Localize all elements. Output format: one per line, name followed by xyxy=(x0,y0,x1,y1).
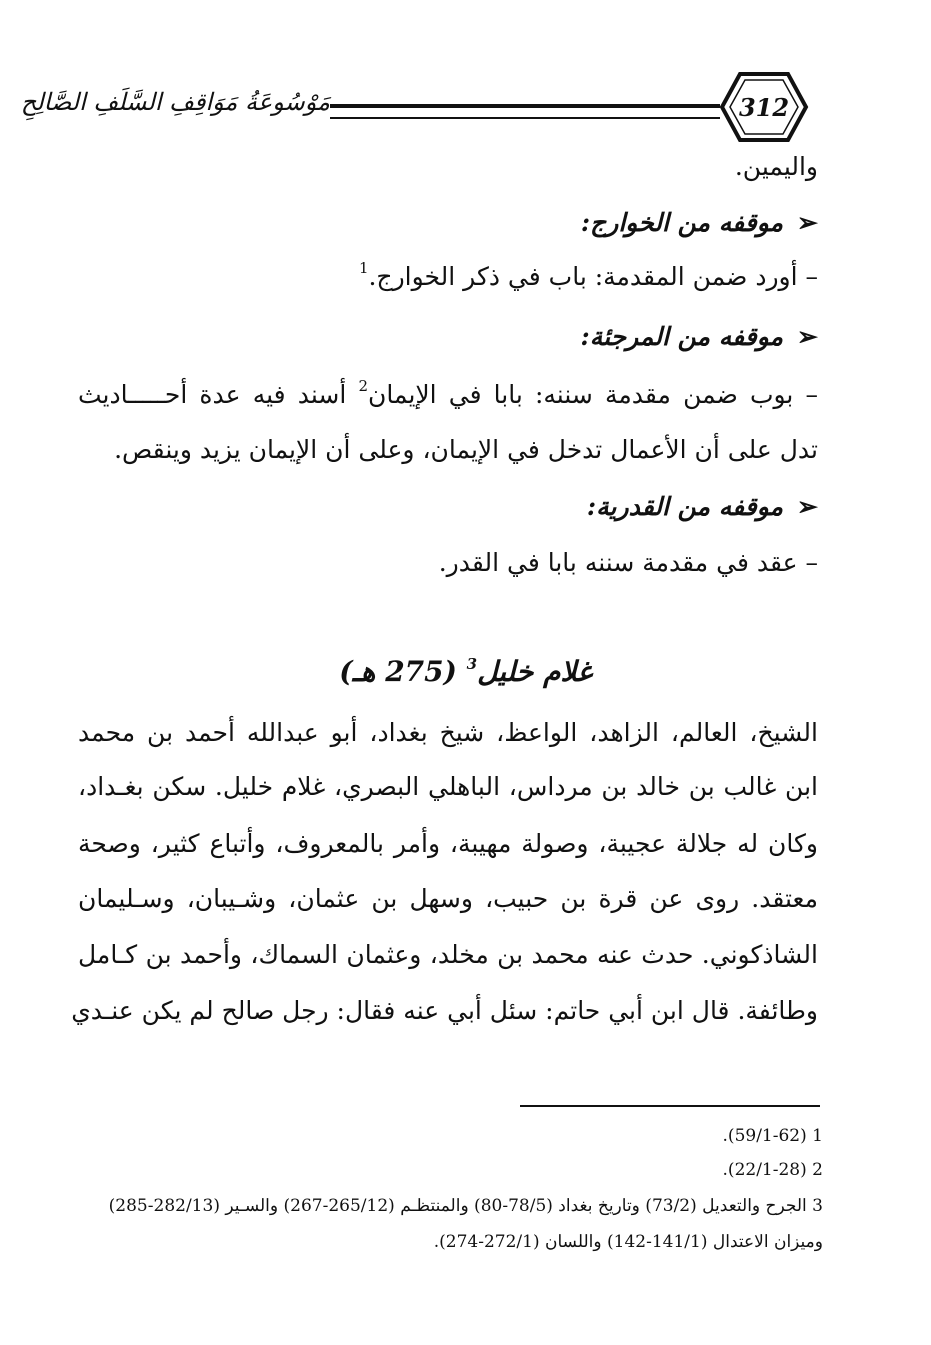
arrow-bullet-icon: ➢ xyxy=(797,492,818,521)
section-heading-khawarij xyxy=(78,208,818,237)
footnote-ref: 3 xyxy=(466,655,478,673)
paragraph-text: – أورد ضمن المقدمة: باب في ذكر الخوارج. xyxy=(368,262,818,291)
header-rule xyxy=(330,104,720,119)
khawarij-paragraph xyxy=(78,259,818,291)
bio-line: وطائفة. قال ابن أبي حاتم: سئل أبي عنه فقال: رجل صالح لم يكن عنـدي xyxy=(71,996,818,1025)
page-header xyxy=(20,70,820,150)
biography-year: (275 هـ) xyxy=(339,655,457,688)
bio-line: وكان له جلالة عجيبة، وصولة مهيبة، وأمر بالمعروف، وأتباع كثير، وصحة xyxy=(78,829,818,858)
bio-line: ابن غالب بن خالد بن مرداس، الباهلي البصري، غلام خليل. سكن بغـداد، xyxy=(78,772,818,801)
paragraph-text: أسند فيه عدة أحـــــاديث xyxy=(78,380,347,409)
text-line: واليمين. xyxy=(734,152,818,181)
arrow-bullet-icon: ➢ xyxy=(797,322,818,351)
biography-name: غلام خليل xyxy=(477,655,592,688)
page-number-badge xyxy=(718,70,810,144)
section-heading-qadariya xyxy=(78,492,818,521)
bio-line: الشاذكوني. حدث عنه محمد بن مخلد، وعثمان السماك، وأحمد بن كـامل xyxy=(78,940,818,969)
footnote-ref: 1 xyxy=(358,259,369,277)
footnote: 1 (59/1-62). xyxy=(722,1126,823,1146)
heading-text: موقفه من القدرية: xyxy=(586,492,784,521)
page-number: 312 xyxy=(738,92,790,122)
bio-line: معتقد. روى عن قرة بن حبيب، وسهل بن عثمان، وشـيبان، وسـليمان xyxy=(78,884,818,913)
murjia-paragraph-line-2: تدل على أن الأعمال تدخل في الإيمان، وعلى أن الإيمان يزيد وينقص. xyxy=(114,435,818,464)
murjia-paragraph-line-1 xyxy=(78,377,819,409)
footnote-ref: 2 xyxy=(358,377,369,395)
arrow-bullet-icon: ➢ xyxy=(797,208,818,237)
footnote: 2 (22/1-28). xyxy=(722,1160,823,1180)
series-title: مَوْسُوعَةُ مَوَاقِفِ السَّلَفِ الصَّالِحِ xyxy=(20,88,330,116)
heading-text: موقفه من المرجئة: xyxy=(580,322,784,351)
footnote-separator xyxy=(520,1105,820,1107)
biography-title xyxy=(0,655,931,688)
heading-text: موقفه من الخوارج: xyxy=(580,208,784,237)
footnote: وميزان الاعتدال (141/1-142) واللسان (272/1-274). xyxy=(433,1232,823,1252)
section-heading-murjia xyxy=(78,322,818,351)
qadariya-paragraph: – عقد في مقدمة سننه بابا في القدر. xyxy=(438,548,818,577)
paragraph-text: – بوب ضمن مقدمة سننه: بابا في الإيمان xyxy=(368,380,819,409)
bio-line: الشيخ، العالم، الزاهد، الواعظ، شيخ بغداد، أبو عبدالله أحمد بن محمد xyxy=(78,718,818,747)
footnote: 3 الجرح والتعديل (73/2) وتاريخ بغداد (78/5-80) والمنتظـم (265/12-267) والسـير (282/13-285) xyxy=(108,1196,823,1216)
